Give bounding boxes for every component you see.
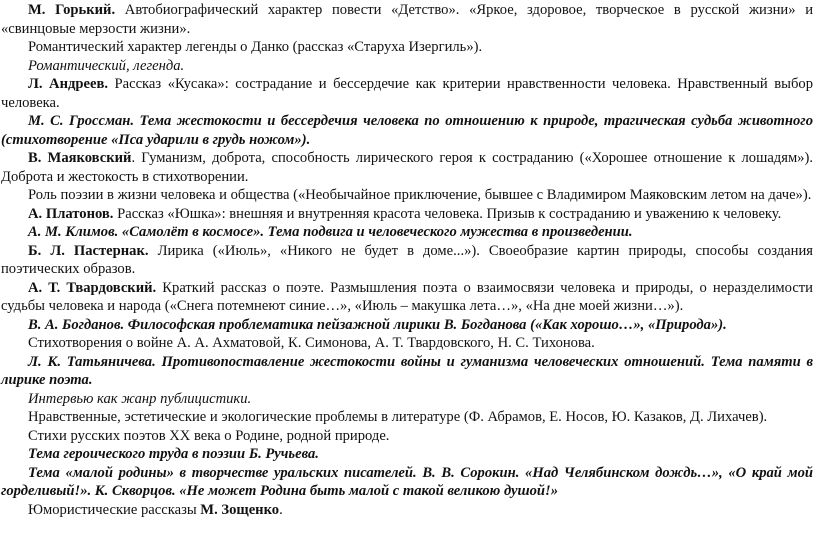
author-name: А. Т. Твардовский.	[28, 279, 157, 296]
paragraph-moral-problems	[1, 408, 813, 427]
paragraph-bold-italic-text: Л. К. Татьяничева. Противопоставление жестокости войны и гуманизма человеческих отношений. Тема памяти в лирике поэта.	[1, 353, 813, 388]
paragraph-war-poems	[1, 334, 813, 353]
paragraph-gorky	[1, 1, 813, 38]
paragraph-russian-poets	[1, 427, 813, 446]
paragraph-text: Рассказ «Кусака»: сострадание и бессердечие как критерии нравственности человека. Нравственный выбор человека.	[1, 76, 813, 111]
paragraph-text: Лирика («Июль», «Никого не будет в доме...»). Своеобразие картин природы, способы создания поэтических образов.	[1, 242, 813, 277]
paragraph-text: Роль поэзии в жизни человека и общества («Необычайное приключение, бывшее с Владимиром Маяковским летом на даче»).	[28, 187, 812, 203]
author-name: М. Горький.	[28, 2, 116, 18]
paragraph-andreev	[1, 75, 813, 112]
paragraph-italic-text: Романтический, легенда.	[28, 57, 185, 74]
paragraph-platonov	[1, 205, 813, 224]
paragraph-mayakovsky	[1, 149, 813, 186]
paragraph-text: Краткий рассказ о поэте. Размышления поэта о взаимосвязи человека и природы, о неразделимости судьбы человека и народа («Снега потемнеют синие…», «Июль – макушка лета…», «На дне моей жизни…»).	[1, 279, 813, 314]
paragraph-klimov	[1, 223, 813, 242]
paragraph-poetry-role	[1, 186, 813, 205]
paragraph-romantic-terms	[1, 57, 813, 76]
paragraph-text: Стихи русских поэтов XX века о Родине, родной природе.	[28, 427, 390, 444]
author-name: А. Платонов.	[28, 205, 114, 222]
paragraph-text-tail: .	[279, 501, 283, 518]
paragraph-tvardovsky	[1, 279, 813, 316]
paragraph-italic-text: Интервью как жанр публицистики.	[28, 390, 252, 407]
paragraph-bold-italic-text: М. С. Гроссман. Тема жестокости и бессердечия человека по отношению к природе, трагическая судьба животного (стихотворение «Пса ударили в грудь ножом»).	[1, 113, 813, 148]
paragraph-bold-italic-text: Тема героического труда в поэзии Б. Ручьева.	[28, 446, 319, 462]
paragraph-text: . Гуманизм, доброта, способность лирического героя к состраданию («Хорошее отношение к лошадям»). Доброта и жестокость в стихотворении.	[1, 150, 813, 185]
paragraph-bold-italic-text: А. М. Климов. «Самолёт в космосе». Тема подвига и человеческого мужества в произведении.	[28, 224, 633, 240]
paragraph-text: Автобиографический характер повести «Детство». «Яркое, здоровое, творческое в русской жизни» и «свинцовые мерзости жизни».	[1, 2, 814, 37]
author-name: Л. Андреев.	[28, 76, 108, 92]
paragraph-small-homeland	[1, 464, 813, 501]
paragraph-text: Юмористические рассказы	[28, 501, 201, 518]
paragraph-zoshchenko	[1, 501, 813, 520]
paragraph-ruchyev	[1, 445, 813, 464]
paragraph-pasternak	[1, 242, 813, 279]
paragraph-grossman	[1, 112, 813, 149]
paragraph-bold-italic-text: Тема «малой родины» в творчестве уральских писателей. В. В. Сорокин. «Над Челябинском дождь…», «О край мой горделивый!». К. Скворцов. «Не может Родина быть малой с такой великою душой!»	[1, 464, 813, 499]
author-name: М. Зощенко	[200, 501, 280, 518]
paragraph-bold-italic-text: В. А. Богданов. Философская проблематика пейзажной лирики В. Богданова («Как хорошо…», «Природа»).	[28, 316, 727, 333]
paragraph-interview	[1, 390, 813, 409]
paragraph-text: Стихотворения о войне А. А. Ахматовой, К. Симонова, А. Т. Твардовского, Н. С. Тихонова.	[28, 335, 595, 351]
paragraph-tatyanicheva	[1, 353, 813, 390]
paragraph-text: Рассказ «Юшка»: внешняя и внутренняя красота человека. Призыв к состраданию и уважению к человеку.	[113, 205, 782, 222]
author-name: Б. Л. Пастернак.	[28, 242, 149, 259]
paragraph-bogdanov	[1, 316, 813, 335]
paragraph-danko	[1, 38, 813, 57]
paragraph-text: Романтический характер легенды о Данко (рассказ «Старуха Изергиль»).	[28, 39, 483, 55]
author-name: В. Маяковский	[28, 150, 132, 166]
paragraph-text: Нравственные, эстетические и экологические проблемы в литературе (Ф. Абрамов, Е. Носов, Ю. Казаков, Д. Лихачев).	[28, 409, 768, 425]
